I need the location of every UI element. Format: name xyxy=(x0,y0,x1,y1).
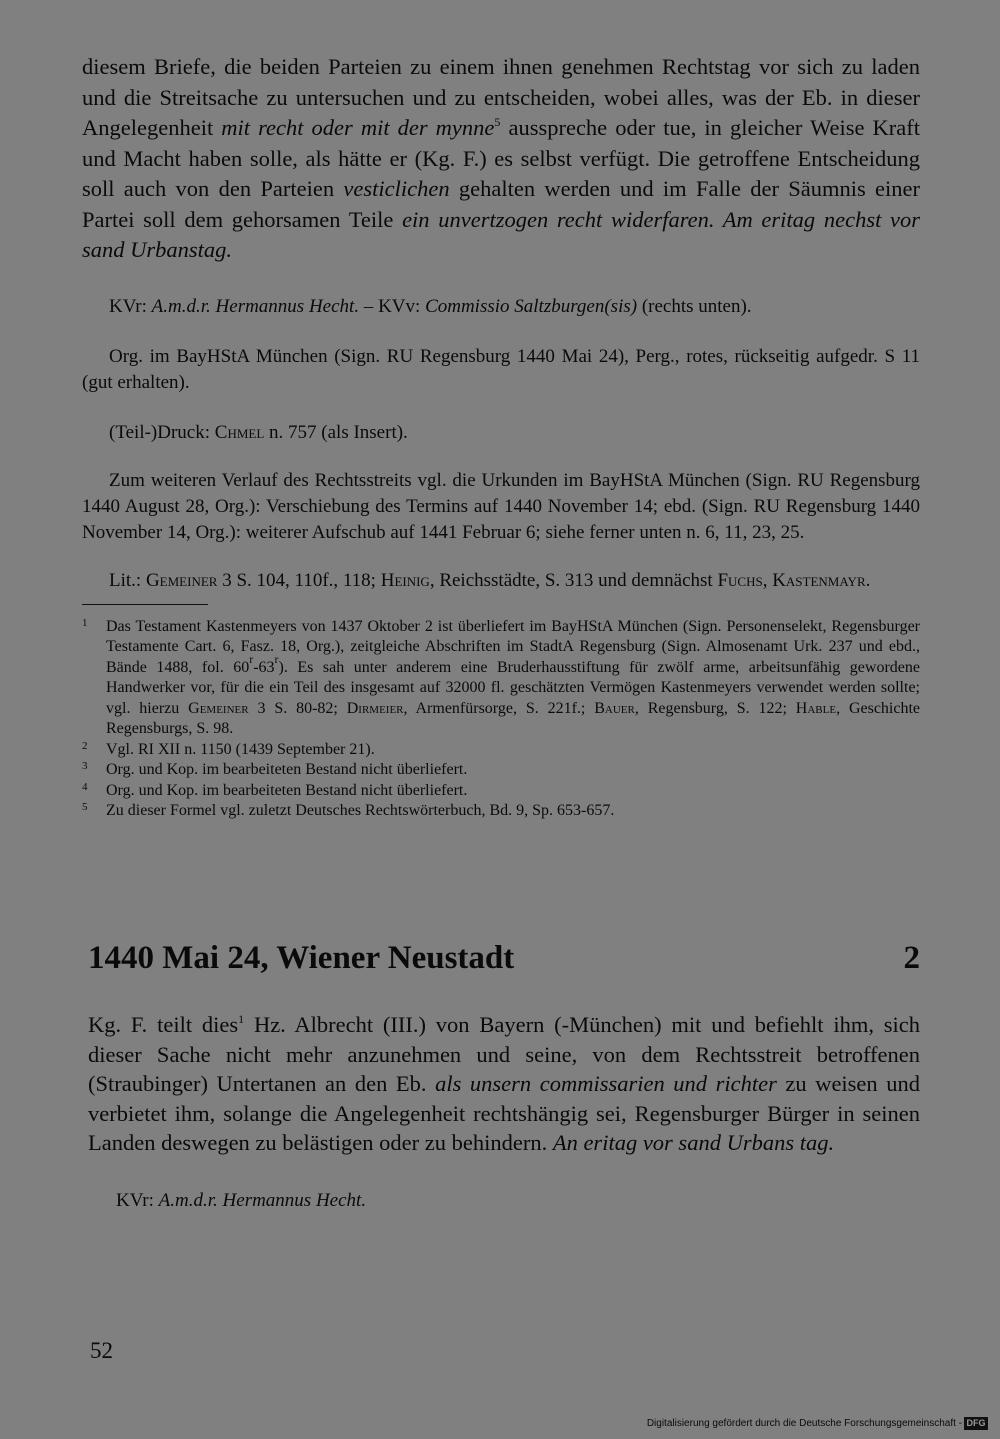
footnote-number: 5 xyxy=(82,801,88,813)
original-note: Org. im BayHStA München (Sign. RU Regensburg 1440 Mai 24), Perg., rotes, rückseitig aufgedr. S 11 (gut erhalten). xyxy=(82,345,920,393)
body-paragraph: diesem Briefe, die beiden Parteien zu einem ihnen genehmen Rechtstag vor sich zu laden und die Streitsache zu untersuchen und zu entscheiden, wobei alles, was der Eb. in dieser Angelegenheit mit recht oder mit der mynne$^5$ ausspreche oder tue, in gleicher Weise Kraft und Macht haben solle, als hätte er (Kg. F.) es selbst verfügt. Die getroffene Entscheidung soll auch von den Parteien vesticlichen gehalten werden und im Falle der Säumnis einer Partei soll dem gehorsamen Teile ein unvertzogen recht widerfaren. Am eritag nechst vor sand Urbanstag. xyxy=(82,54,921,262)
page-content xyxy=(82,52,920,822)
entry-date-place: 1440 Mai 24, Wiener Neustadt xyxy=(88,940,515,976)
footnote-item: 4 Org. und Kop. im bearbeiteten Bestand nicht überliefert. xyxy=(82,781,920,802)
footnote-item: 1 Das Testament Kastenmeyers von 1437 Oktober 2 ist überliefert im BayHStA München (Sign. Personenselekt, Regensburger Testamente Cart. 6, Fasz. 18, Org.), zeitgleiche Abschriften im StadtA Regensburg (Sign. Almosenamt Urk. 237 und ebd., Bände 1488, fol. 60$^r$-63$^r$). Es sah unter anderem eine Bruderhausstiftung für zwölf arme, arbeitsunfähig gewordene Handwerker vor, für die ein Teil des insgesamt auf 32000 fl. geschätzten Vermögen Kastenmeyers verwendet werden sollte; vgl. hierzu Gemeiner 3 S. 80-82; Dirmeier, Armenfürsorge, S. 221f.; Bauer, Regensburg, S. 122; Hable, Geschichte Regensburgs, S. 98. xyxy=(82,617,920,740)
entry-number: 2 xyxy=(903,940,920,976)
footnote-list xyxy=(82,617,920,822)
entry-body xyxy=(88,1010,920,1214)
further-course-note: Zum weiteren Verlauf des Rechtsstreits vgl. die Urkunden im BayHStA München (Sign. RU Regensburg 1440 August 28, Org.): Verschiebung des Termins auf 1440 November 14; ebd. (Sign. RU Regensburg 1440 November 14, Org.): weiterer Aufschub auf 1441 Februar 6; siehe ferner unten n. 6, 11, 23, 25. xyxy=(82,469,920,543)
dfg-logo: DFG xyxy=(964,1417,988,1430)
footnote-number: 3 xyxy=(82,760,88,772)
footnote-number: 4 xyxy=(82,780,88,793)
footnote-number: 2 xyxy=(82,739,88,752)
entry-regest: Kg. F. teilt dies$^1$ Hz. Albrecht (III.) von Bayern (-München) mit und befiehlt ihm, sich dieser Sache nicht mehr anzunehmen und seine, von dem Rechtsstreit betroffenen (Straubinger) Untertanen an den Eb. als unsern commissarien und richter zu weisen und verbietet ihm, solange die Angelegenheit rechtshängig sei, Regensburger Bürger in seinen Landen deswegen zu belästigen oder zu behindern. An eritag vor sand Urbans tag. xyxy=(88,1012,921,1155)
literature-note: Lit.: Gemeiner 3 S. 104, 110f., 118; Heinig, Reichsstädte, S. 313 und demnächst Fuchs, Kastenmayr. xyxy=(109,569,871,591)
footnote-item: 3 Org. und Kop. im bearbeiteten Bestand nicht überliefert. xyxy=(82,760,920,781)
footnote-number: 1 xyxy=(82,616,88,629)
kv-note: KVr: A.m.d.r. Hermannus Hecht. – KVv: Commissio Saltzburgen(sis) (rechts unten). xyxy=(109,295,752,317)
entry-heading xyxy=(88,940,920,977)
footnote-item: 5 Zu dieser Formel vgl. zuletzt Deutsches Rechtswörterbuch, Bd. 9, Sp. 653-657. xyxy=(82,801,920,822)
entry-kv-note: KVr: A.m.d.r. Hermannus Hecht. xyxy=(116,1189,367,1211)
footnote-divider xyxy=(82,604,208,605)
page-number: 52 xyxy=(90,1338,113,1363)
footnote-item: 2 Vgl. RI XII n. 1150 (1439 September 21). xyxy=(82,740,920,761)
print-note: (Teil-)Druck: Chmel n. 757 (als Insert). xyxy=(109,421,408,443)
digitization-credit: Digitalisierung gefördert durch die Deutsche Forschungsgemeinschaft - xyxy=(646,1418,962,1429)
